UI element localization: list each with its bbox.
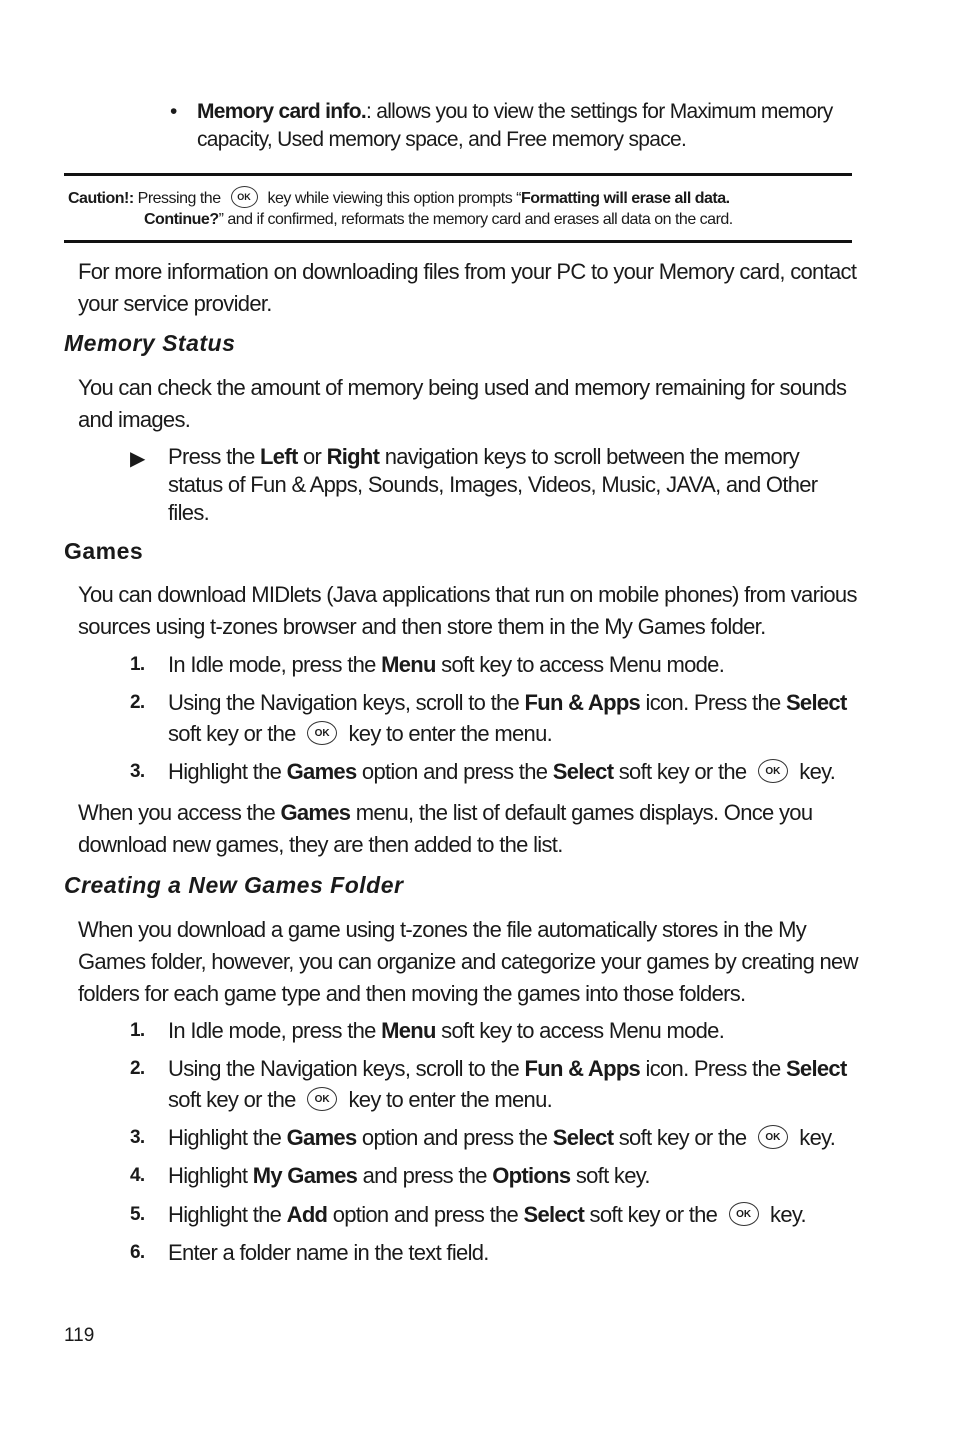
text: When you access the [78,800,281,825]
menu-key-label: Menu [381,652,436,677]
text: soft key or the [168,1087,302,1112]
ok-key-icon: OK [729,1202,759,1226]
folder-paragraph: When you download a game using t-zones the file automatically stores in the My Games folder, however, you can organize and categorize your games by creating new folders for each game type and then moving the games into those folders. [78,917,858,1006]
text: and press the [357,1163,493,1188]
step-number: 4. [130,1165,145,1186]
text: icon. Press the [640,1056,786,1081]
ok-key-icon: OK [758,759,788,783]
caution-text-pre: Pressing the [133,190,225,208]
bullet-memory-card-info [170,98,850,154]
heading-memory-status: Memory Status [64,330,236,356]
text: Press the [168,444,261,469]
options-key-label: Options [492,1163,571,1188]
text: soft key or the [613,759,752,784]
select-key-label: Select [785,1056,847,1081]
text: key. [793,1125,836,1150]
games-step-3 [130,756,855,787]
caution-prompt-2: Continue? [144,211,219,228]
text: navigation keys to scroll between the memory status of Fun & Apps, Sounds, Images, Videos, Music, JAVA, and Other files. [168,444,818,525]
step-number: 2. [130,1058,145,1079]
intro-paragraph: For more information on downloading files from your PC to your Memory card, contact your service provider. [78,259,857,316]
text: key to enter the menu. [343,721,553,746]
games-step-2 [130,687,855,749]
games-after-paragraph [78,797,858,861]
folder-step-3 [130,1122,855,1153]
text: soft key to access Menu mode. [435,652,725,677]
step-number: 3. [130,1127,145,1148]
caution-prompt-1: Formatting will erase all data. [520,190,730,208]
bullet-description: : allows you to view the settings for Maximum memory capacity, Used memory space, and Free memory space. [197,100,833,151]
games-step-1 [130,649,855,680]
text: option and press the [327,1202,524,1227]
left-key-label: Left [260,444,298,469]
ok-key-icon: OK [307,1087,337,1111]
step-number: 2. [130,692,145,713]
memory-status-paragraph: You can check the amount of memory being used and memory remaining for sounds and images. [78,375,847,432]
text: In Idle mode, press the [168,1018,382,1043]
games-label: Games [286,1125,357,1150]
text: key to enter the menu. [343,1087,553,1112]
text: Highlight [168,1163,253,1188]
folder-step-6 [130,1237,855,1268]
heading-new-games-folder: Creating a New Games Folder [64,872,404,898]
ok-key-icon: OK [758,1125,788,1149]
text: Highlight the [168,1125,287,1150]
select-key-label: Select [523,1202,585,1227]
page-number: 119 [64,1325,95,1346]
text: Highlight the [168,759,287,784]
text: soft key or the [584,1202,723,1227]
step-number: 5. [130,1204,145,1225]
text: icon. Press the [640,690,786,715]
folder-step-1 [130,1015,855,1046]
text: In Idle mode, press the [168,652,382,677]
select-key-label: Select [785,690,847,715]
fun-apps-label: Fun & Apps [524,690,641,715]
ok-key-icon: OK [307,721,337,745]
bullet-term: Memory card info. [197,100,366,123]
step-number: 1. [130,654,145,675]
text: Highlight the [168,1202,287,1227]
arrow-right-icon: ▶ [130,448,145,470]
games-label: Games [286,759,357,784]
text: option and press the [356,1125,553,1150]
my-games-label: My Games [252,1163,358,1188]
text: option and press the [356,759,553,784]
caution-box [64,173,852,243]
memory-status-instruction [130,443,830,527]
games-label: Games [280,800,351,825]
games-paragraph: You can download MIDlets (Java applications that run on mobile phones) from various sources using t-zones browser and then store them in the My Games folder. [78,582,857,639]
fun-apps-label: Fun & Apps [524,1056,641,1081]
caution-label: Caution!: [68,190,134,208]
step-number: 3. [130,761,145,782]
folder-step-4 [130,1160,855,1191]
menu-key-label: Menu [381,1018,436,1043]
bullet-icon: • [170,100,177,123]
right-key-label: Right [326,444,380,469]
step-number: 1. [130,1020,145,1041]
text: or [297,444,327,469]
text: Enter a folder name in the text field. [168,1240,489,1265]
folder-step-5 [130,1199,855,1230]
text: menu, the list of default games displays. Once you download new games, they are then added to the list. [78,800,813,857]
text: Using the Navigation keys, scroll to the [168,1056,525,1081]
ok-key-icon: OK [231,186,258,208]
text: soft key or the [168,721,302,746]
step-number: 6. [130,1242,145,1263]
select-key-label: Select [552,1125,614,1150]
text: soft key or the [613,1125,752,1150]
caution-text-mid: key while viewing this option prompts “ [263,190,521,208]
text: key. [764,1202,806,1227]
select-key-label: Select [552,759,614,784]
folder-step-2 [130,1053,855,1115]
heading-games: Games [64,538,144,564]
text: Using the Navigation keys, scroll to the [168,690,525,715]
caution-text-post: ” and if confirmed, reformats the memory card and erases all data on the card. [218,211,733,228]
text: soft key to access Menu mode. [435,1018,725,1043]
add-label: Add [286,1202,328,1227]
text: key. [793,759,836,784]
text: soft key. [570,1163,650,1188]
